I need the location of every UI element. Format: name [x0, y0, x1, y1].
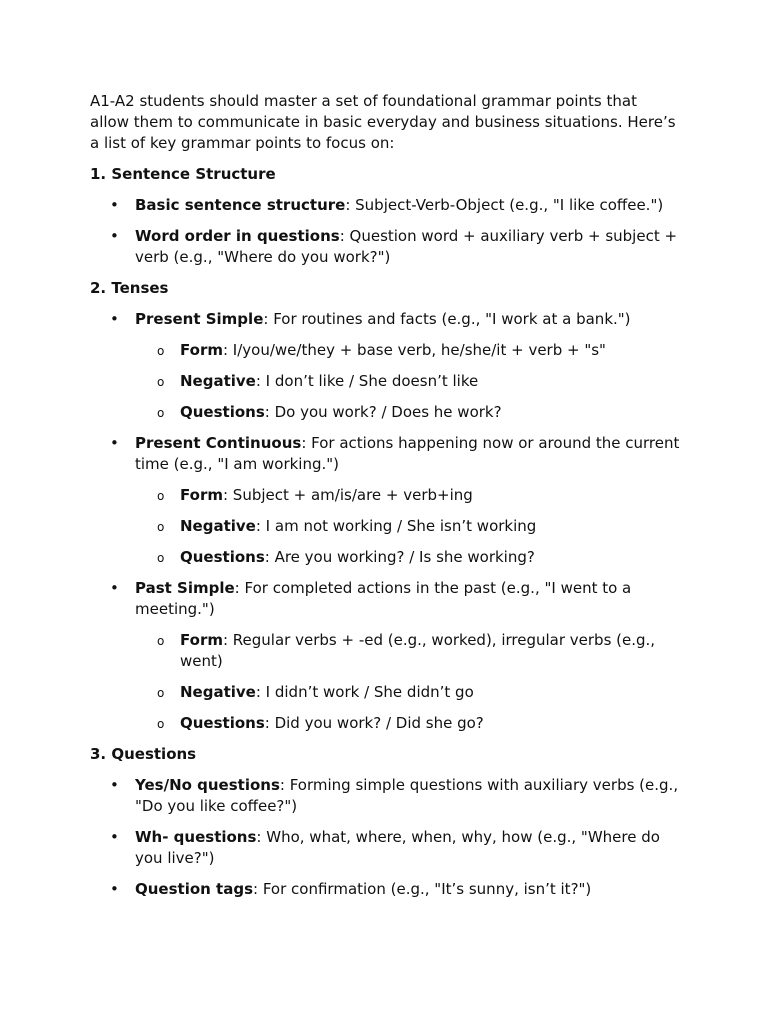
- term-label: Negative: [180, 683, 256, 701]
- term-label: Questions: [180, 548, 265, 566]
- bullet-icon: •: [110, 880, 119, 898]
- bullet-icon: •: [110, 579, 119, 597]
- sub-list-item: [135, 516, 680, 537]
- circle-bullet-icon: o: [157, 344, 165, 358]
- circle-bullet-icon: o: [157, 717, 165, 731]
- term-label: Form: [180, 486, 223, 504]
- list-item: [90, 433, 680, 568]
- list-item: [90, 578, 680, 734]
- item-text: : I didn’t work / She didn’t go: [255, 683, 474, 701]
- sub-bullet-list: [135, 630, 680, 734]
- bullet-icon: •: [110, 434, 119, 452]
- sub-list-item: [135, 371, 680, 392]
- bullet-list: [90, 195, 680, 268]
- list-item: [90, 226, 680, 268]
- section-tenses: [90, 278, 680, 734]
- item-text: : Subject-Verb-Object (e.g., "I like coffee."): [345, 196, 664, 214]
- intro-paragraph: A1-A2 students should master a set of foundational grammar points that allow them to communicate in basic everyday and business situations. Here’s a list of key grammar points to focus on:: [90, 92, 676, 152]
- item-text: : For routines and facts (e.g., "I work at a bank."): [263, 310, 631, 328]
- section-sentence-structure: [90, 164, 680, 268]
- bullet-icon: •: [110, 227, 119, 245]
- list-item: [90, 309, 680, 423]
- bullet-icon: •: [110, 196, 119, 214]
- sub-bullet-list: [135, 340, 680, 423]
- sub-list-item: [135, 485, 680, 506]
- item-text: : Who, what, where, when, why, how (e.g., "Where do you live?"): [135, 828, 660, 867]
- bullet-list: [90, 309, 680, 734]
- item-text: : Regular verbs + -ed (e.g., worked), irregular verbs (e.g., went): [180, 631, 656, 670]
- term-label: Question tags: [135, 880, 254, 898]
- section-questions: [90, 744, 680, 900]
- section-heading: 1. Sentence Structure: [90, 165, 276, 183]
- circle-bullet-icon: o: [157, 406, 165, 420]
- term-label: Basic sentence structure: [135, 196, 346, 214]
- item-text: : I don’t like / She doesn’t like: [255, 372, 479, 390]
- term-label: Negative: [180, 517, 256, 535]
- item-text: : For confirmation (e.g., "It’s sunny, isn’t it?"): [253, 880, 592, 898]
- sub-list-item: [135, 402, 680, 423]
- item-text: : Subject + am/is/are + verb+ing: [222, 486, 473, 504]
- item-text: : Are you working? / Is she working?: [264, 548, 535, 566]
- list-item: [90, 195, 680, 216]
- circle-bullet-icon: o: [157, 520, 165, 534]
- sub-list-item: [135, 630, 680, 672]
- item-text: : Do you work? / Does he work?: [264, 403, 502, 421]
- item-text: : I am not working / She isn’t working: [255, 517, 537, 535]
- sub-list-item: [135, 713, 680, 734]
- term-label: Word order in questions: [135, 227, 340, 245]
- item-text: : Question word + auxiliary verb + subject + verb (e.g., "Where do you work?"): [135, 227, 678, 266]
- sub-list-item: [135, 547, 680, 568]
- term-label: Form: [180, 341, 223, 359]
- item-text: : For actions happening now or around the current time (e.g., "I am working."): [135, 434, 680, 473]
- bullet-icon: •: [110, 310, 119, 328]
- term-label: Present Simple: [135, 310, 264, 328]
- circle-bullet-icon: o: [157, 686, 165, 700]
- circle-bullet-icon: o: [157, 634, 165, 648]
- term-label: Yes/No questions: [135, 776, 280, 794]
- term-label: Negative: [180, 372, 256, 390]
- sub-list-item: [135, 682, 680, 703]
- circle-bullet-icon: o: [157, 489, 165, 503]
- term-label: Wh- questions: [135, 828, 257, 846]
- term-label: Present Continuous: [135, 434, 302, 452]
- sub-list-item: [135, 340, 680, 361]
- term-label: Form: [180, 631, 223, 649]
- item-text: : For completed actions in the past (e.g., "I went to a meeting."): [135, 579, 632, 618]
- document-page: [90, 91, 680, 910]
- term-label: Questions: [180, 403, 265, 421]
- term-label: Questions: [180, 714, 265, 732]
- item-text: : I/you/we/they + base verb, he/she/it + verb + "s": [222, 341, 606, 359]
- circle-bullet-icon: o: [157, 375, 165, 389]
- term-label: Past Simple: [135, 579, 235, 597]
- sub-bullet-list: [135, 485, 680, 568]
- section-heading: 2. Tenses: [90, 279, 169, 297]
- list-item: [90, 879, 680, 900]
- item-text: : Forming simple questions with auxiliary verbs (e.g., "Do you like coffee?"): [135, 776, 679, 815]
- bullet-list: [90, 775, 680, 900]
- list-item: [90, 775, 680, 817]
- item-text: : Did you work? / Did she go?: [264, 714, 484, 732]
- bullet-icon: •: [110, 776, 119, 794]
- bullet-icon: •: [110, 828, 119, 846]
- circle-bullet-icon: o: [157, 551, 165, 565]
- list-item: [90, 827, 680, 869]
- section-heading: 3. Questions: [90, 745, 197, 763]
